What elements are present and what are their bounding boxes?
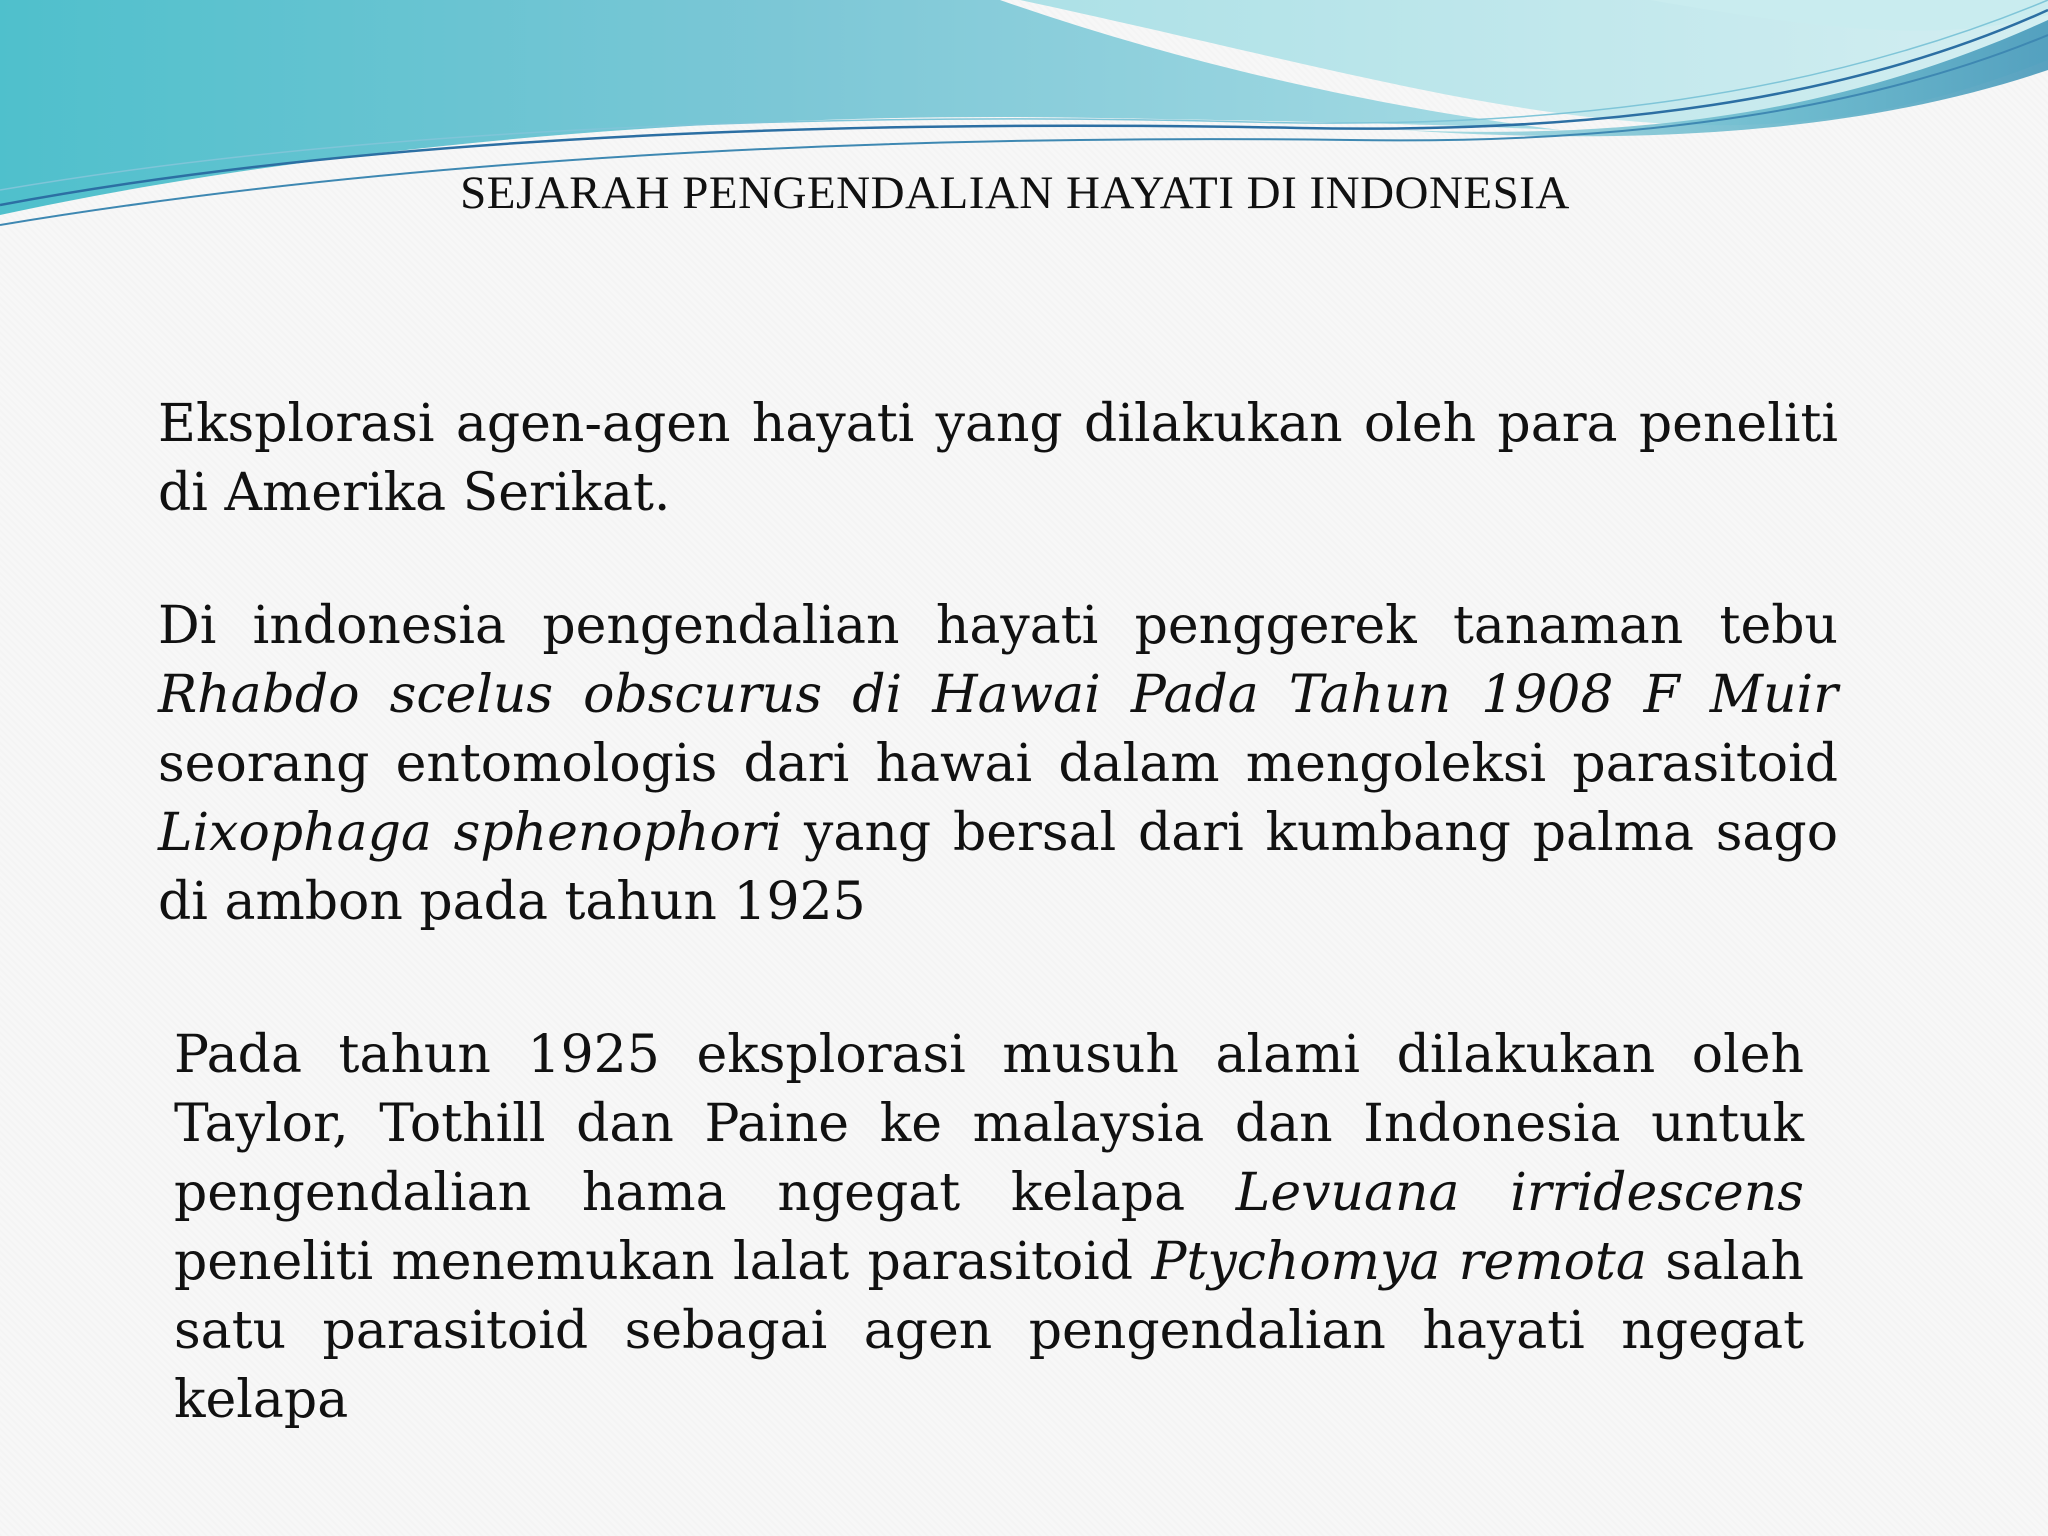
header-wave-decoration	[0, 0, 2048, 260]
paragraph-2-text-b: seorang entomologis dari hawai dalam mengoleksi parasitoid	[158, 734, 1838, 794]
paragraph-2-species-lixophaga: Lixophaga sphenophori	[158, 803, 783, 863]
paragraph-3-species-ptychomya: Ptychomya remota	[1151, 1232, 1647, 1292]
paragraph-2-text-c: yang bersal dari kumbang palma sago di ambon pada tahun 1925	[158, 803, 1839, 932]
paragraph-1-text: Eksplorasi agen-agen hayati yang dilakukan oleh para peneliti di Amerika Serikat.	[158, 394, 1838, 523]
paragraph-2-text-a: Di indonesia pengendalian hayati penggerek tanaman tebu	[158, 596, 1838, 656]
paragraph-2-species-rhabdoscelus: Rhabdo scelus obscurus di Hawai Pada Tahun 1908 F Muir	[158, 665, 1838, 725]
paragraph-1	[158, 390, 1838, 528]
paragraph-3-species-levuana: Levuana irridescens	[1235, 1163, 1804, 1223]
paragraph-3	[174, 1021, 1804, 1435]
paragraph-3-text-c: salah satu parasitoid sebagai agen pengendalian hayati ngegat kelapa	[174, 1232, 1804, 1430]
paragraph-2	[158, 592, 1838, 937]
slide-title: SEJARAH PENGENDALIAN HAYATI DI INDONESIA	[460, 167, 1570, 219]
paragraph-3-text-a: Pada tahun 1925 eksplorasi musuh alami dilakukan oleh Taylor, Tothill dan Paine ke malaysia dan Indonesia untuk pengendalian hama ngegat kelapa	[174, 1025, 1804, 1223]
paragraph-3-text-b: peneliti menemukan lalat parasitoid	[174, 1232, 1152, 1292]
